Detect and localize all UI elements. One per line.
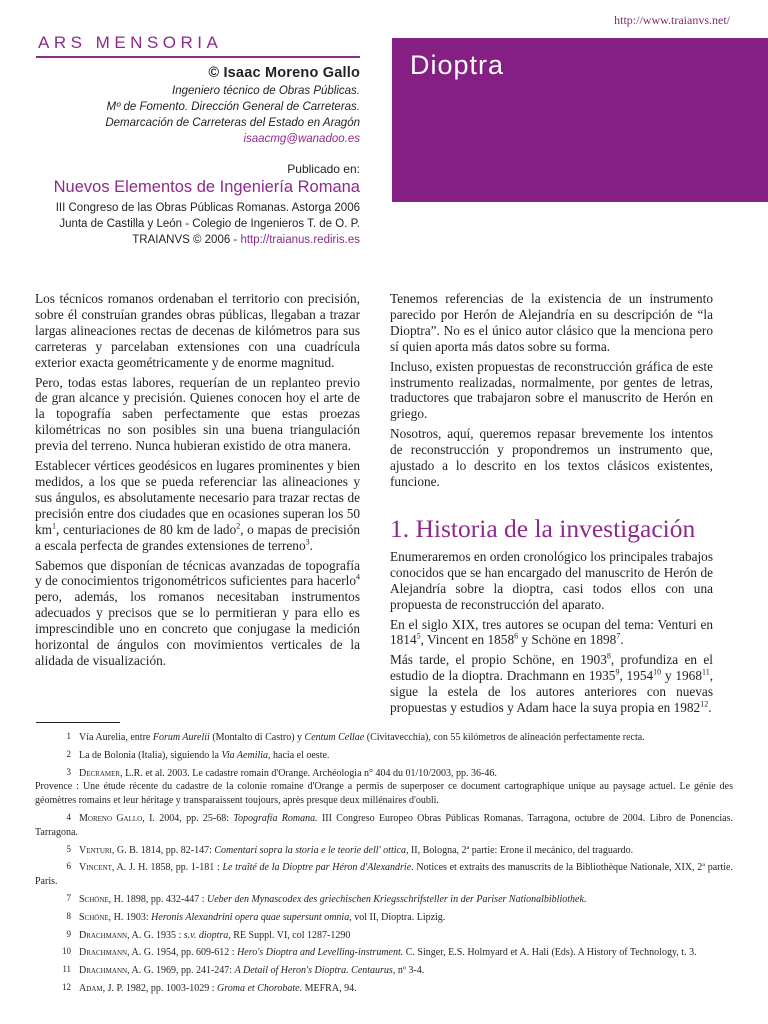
- footnote-ref[interactable]: 4: [356, 572, 360, 582]
- footnote-ref[interactable]: 1: [52, 521, 56, 531]
- footnote: 10 Drachmann, A. G. 1954, pp. 609-612 : Hero's Dioptra and Levelling-instrument. C. Singer, E.S. Holmyard et A. Hali (Eds). A History of Technology, t. 3.: [62, 946, 697, 959]
- published-label: Publicado en:: [287, 162, 360, 176]
- copyright-line: [56, 232, 360, 248]
- affiliation-line: Demarcación de Carreteras del Estado en Aragón: [105, 117, 360, 129]
- copyright-link[interactable]: http://traianus.rediris.es: [240, 234, 360, 246]
- conference-line: Junta de Castilla y León - Colegio de Ingenieros T. de O. P.: [59, 218, 360, 230]
- paragraph: Incluso, existen propuestas de reconstrucción gráfica de este instrumento realizadas, normalmente, por gentes de letras, traductores que trabajaron sobre el manuscrito de Herón en griego.: [390, 358, 713, 422]
- footnote-ref[interactable]: 2: [236, 521, 241, 531]
- footnote-ref[interactable]: 6: [514, 631, 519, 641]
- conference-info: [56, 200, 360, 248]
- footnote: 7 Schöne, H. 1898, pp. 432-447 : Ueber den Mynascodex des griechischen Kriegsschrifsteller in der Pariser Nationalbibliothek.: [66, 892, 587, 905]
- footnote: 3 Decramer, L.R. et al. 2003. Le cadastre romain d'Orange. Archéologia n° 404 du 01/10/2003, pp. 36-46. Provence : Une étude récente du cadastre de la colonie romaine d'Orange a permis de superposer ce document cartographique unique au paysage actuel. Le génie des géomètres romains et leur héritage y transparaissent toujours, après presque deux millénaires d'oubli.: [35, 766, 733, 807]
- paragraph: Sabemos que disponían de técnicas avanzadas de topografía y de conocimientos trigonométricos suficientes para hacerlo$^4$ pero, además, los romanos necesitaban instrumentos adecuados y precisos que se lo permitieran y para ello es imprescindible uno en concreto que conjugase la medición horizontal de ángulos con movimientos verticales de la alidada de visualización.: [35, 557, 360, 668]
- publication-title: Nuevos Elementos de Ingeniería Romana: [53, 178, 360, 196]
- series-brand: ARS MENSORIA: [38, 33, 223, 52]
- author-email[interactable]: isaacmg@wanadoo.es: [243, 133, 360, 145]
- paragraph: Establecer vértices geodésicos en lugares prominentes y bien medidos, a los que se pueda referenciar las alineaciones y sus ángulos, es absolutamente necesario para trazar rectas de precisión entre dos ciudades que en ocasiones superan los 50 $km^1$, centuriaciones de 80 km de lado$^2$, o mapas de precisión a escala perfecta de grandes extensiones de terreno$^3$.: [35, 458, 360, 553]
- footnote-ref[interactable]: 10: [653, 667, 662, 677]
- paragraph: Nosotros, aquí, queremos repasar brevemente los intentos de reconstrucción y propondremos un instrumento que, ajustado a lo descrito en los textos clásicos existentes, funcione.: [390, 426, 713, 489]
- website-url[interactable]: http://www.traianvs.net/: [614, 13, 730, 27]
- author-affiliation: [105, 83, 360, 147]
- footnote: 9 Drachmann, A. G. 1935 : s.v. dioptra, RE Suppl. VI, col 1287-1290: [66, 928, 351, 941]
- footnotes: [35, 730, 733, 999]
- footnote: 12 Adam, J. P. 1982, pp. 1003-1029 : Groma et Chorobate. MEFRA, 94.: [62, 981, 357, 994]
- article-title: Dioptra: [410, 50, 505, 80]
- footnote-ref[interactable]: 5: [416, 631, 421, 641]
- paragraph: Los técnicos romanos ordenaban el territorio con precisión, sobre él construían grandes obras públicas, llegaban a trazar largas alineaciones rectas de decenas de kilómetros para sus carreteras y parcelaban extensiones con una cuadrícula exterior exacta geométricamente y de enorme magnitud.: [35, 291, 360, 370]
- footnote-ref[interactable]: 12: [700, 699, 709, 709]
- footnote: 11 Drachmann, A. G. 1969, pp. 241-247: A Detail of Heron's Dioptra. Centaurus, nº 3-4.: [62, 964, 425, 977]
- author-name: © Isaac Moreno Gallo: [208, 65, 360, 81]
- body-right-column: [390, 291, 713, 720]
- footnote: 6 Vincent, A. J. H. 1858, pp. 1-181 : Le traîté de la Dioptre par Héron d'Alexandrie. Notices et extraits des manuscrits de la Bibliothèque Nationale, XIX, 2ª partie. Paris.: [35, 861, 733, 888]
- footnote-ref[interactable]: 7: [616, 631, 621, 641]
- footnote: 8 Schöne, H. 1903: Heronis Alexandrini opera quae supersunt omnia, vol II, Dioptra. Lipzig.: [66, 910, 446, 923]
- footnote: 4 Moreno Gallo, I. 2004, pp. 25-68: Topografía Romana. III Congreso Europeo Obras Públicas Romanas. Tarragona, octubre de 2004. Libro de Ponencias. Tarragona.: [35, 811, 734, 838]
- affiliation-line: Mº de Fomento. Dirección General de Carreteras.: [106, 101, 360, 113]
- footnote: 2 La de Bolonia (Italia), siguiendo la Via Aemilia, hacia el oeste.: [66, 748, 330, 761]
- footnote: 1 Vía Aurelia, entre Forum Aurelii (Montalto di Castro) y Centum Cellae (Civitavecchia), con 55 kilómetros de alineación perfectamente recta.: [66, 731, 645, 743]
- footnote-ref[interactable]: 3: [305, 537, 310, 547]
- footnote: 5 Venturi, G. B. 1814, pp. 82-147: Comentari sopra la storia e le teorie dell' ottica, II, Bologna, 2ª partie: Erone il mecánico, del traguardo.: [66, 843, 634, 856]
- conference-line: III Congreso de las Obras Públicas Romanas. Astorga 2006: [55, 202, 360, 214]
- footnote-ref[interactable]: 9: [615, 667, 620, 677]
- paragraph: En el siglo XIX, tres autores se ocupan del tema: Venturi en 1814$^5$, Vincent en 1858$^6$ y Schöne en 1898$^7$.: [390, 616, 713, 648]
- paragraph: Tenemos referencias de la existencia de un instrumento parecido por Herón de Alejandría en su descripción de “la Dioptra”. No es el único autor clásico que la menciona pero sí quien aporta más datos sobre su forma.: [390, 291, 713, 354]
- body-left-column: [35, 291, 360, 673]
- paragraph: Pero, todas estas labores, requerían de un replanteo previo de gran alcance y precisión. Quienes conocen hoy el arte de la topografía saben perfectamente que estas proezas kilométricas no son posibles sin una buena triangulación previa del terreno. Nunca hubieran existido de otra manera.: [35, 374, 360, 454]
- paragraph: Más tarde, el propio Schöne, en 1903$^8$, profundiza en el estudio de la dioptra. Drachmann en 1935$^9$, 1954$^{10}$ y 1968$^{11}$, sigue la estela de los autores anteriores con nuevas propuestas y estudios y Adam hace la suya propia en 1982$^{12}$.: [390, 651, 714, 716]
- footnote-ref[interactable]: 8: [606, 651, 611, 661]
- footnote-divider: [36, 722, 120, 723]
- footnote-ref[interactable]: 11: [701, 667, 710, 677]
- copyright-text: TRAIANVS © 2006 -: [132, 234, 241, 246]
- section-heading: 1. Historia de la investigación: [390, 513, 696, 543]
- header-rule: [36, 56, 360, 58]
- affiliation-line: Ingeniero técnico de Obras Públicas.: [172, 85, 360, 97]
- paragraph: Enumeraremos en orden cronológico los principales trabajos conocidos que se han encargado del manuscrito de Herón de Alejandría sobre la dioptra, casi todos ellos con una propuesta de reconstrucción del aparato.: [390, 548, 713, 612]
